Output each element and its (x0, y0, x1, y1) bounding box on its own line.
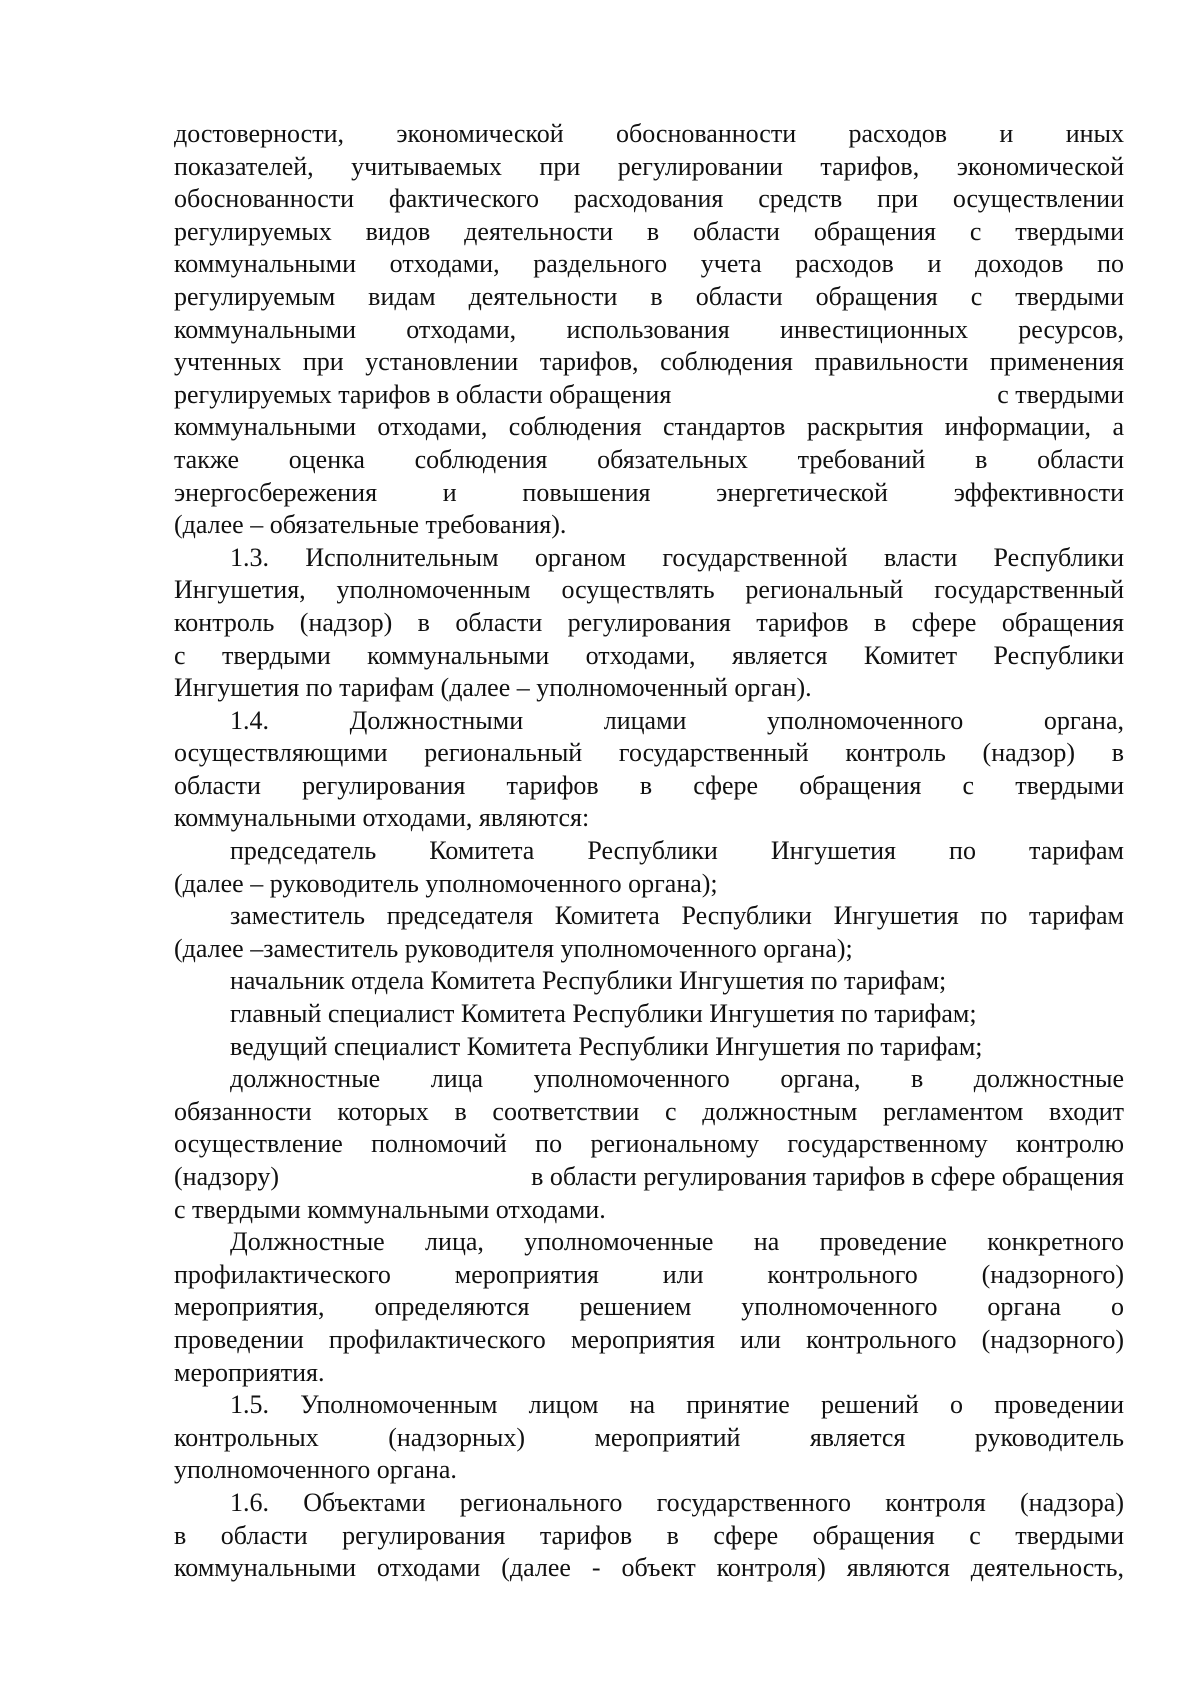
text-line-split (174, 1161, 1124, 1194)
text-line: (далее – руководитель уполномоченного органа); (174, 868, 718, 898)
paragraph-line: Должностные лица, уполномоченные на проведение конкретного (230, 1227, 1124, 1257)
text-line-split (174, 379, 1124, 412)
list-item-line: ведущий специалист Комитета Республики Ингушетия по тарифам; (230, 1031, 983, 1061)
text-line: в области регулирования тарифов в сфере обращения с твердыми (174, 1520, 1124, 1550)
text-line: достоверности, экономической обоснованности расходов и иных (174, 119, 1124, 148)
text-line: регулируемых видов деятельности в области обращения с твердыми (174, 216, 1124, 246)
text-line: коммунальными отходами (далее - объект контроля) являются деятельность, (174, 1553, 1124, 1583)
text-line: мероприятия, определяются решением уполномоченного органа о (174, 1292, 1124, 1322)
list-item-line: должностные лица уполномоченного органа, в должностные (230, 1064, 1124, 1094)
text-line: обоснованности фактического расходования средств при осуществлении (174, 184, 1124, 214)
text-line: контроль (надзор) в области регулирования тарифов в сфере обращения (174, 607, 1124, 637)
text-line: уполномоченного органа. (174, 1455, 457, 1485)
text-line: с твердыми коммунальными отходами, является Комитет Республики (174, 640, 1124, 670)
text-fragment: в области регулирования тарифов в сфере обращения (531, 1162, 1124, 1191)
text-line: осуществление полномочий по региональному государственному контролю (174, 1129, 1124, 1159)
text-line: контрольных (надзорных) мероприятий является руководитель (174, 1422, 1124, 1452)
text-line: учтенных при установлении тарифов, соблюдения правильности применения (174, 347, 1124, 377)
list-item-line: председатель Комитета Республики Ингушетия по тарифам (230, 836, 1124, 866)
text-line: осуществляющими региональный государственный контроль (надзор) в (174, 738, 1124, 768)
text-line: коммунальными отходами, использования инвестиционных ресурсов, (174, 314, 1124, 344)
paragraph-1-5-line: 1.5. Уполномоченным лицом на принятие решений о проведении (230, 1390, 1124, 1420)
paragraph-1-6-line: 1.6. Объектами регионального государственного контроля (надзора) (230, 1487, 1124, 1517)
text-line: показателей, учитываемых при регулировании тарифов, экономической (174, 151, 1124, 181)
text-line: области регулирования тарифов в сфере обращения с твердыми (174, 770, 1124, 800)
list-item-line: заместитель председателя Комитета Республики Ингушетия по тарифам (230, 901, 1124, 931)
document-body-text (174, 118, 1124, 1585)
text-line: (далее – обязательные требования). (174, 510, 567, 540)
text-fragment: (надзору) (174, 1162, 280, 1191)
text-line: профилактического мероприятия или контрольного (надзорного) (174, 1259, 1124, 1289)
text-line: (далее –заместитель руководителя уполномоченного органа); (174, 933, 853, 963)
text-line: также оценка соблюдения обязательных требований в области (174, 444, 1124, 474)
text-line: коммунальными отходами, раздельного учета расходов и доходов по (174, 249, 1124, 279)
text-line: энергосбережения и повышения энергетической эффективности (174, 477, 1124, 507)
text-line: обязанности которых в соответствии с должностным регламентом входит (174, 1096, 1124, 1126)
list-item-line: главный специалист Комитета Республики Ингушетия по тарифам; (230, 999, 977, 1029)
text-line: регулируемым видам деятельности в области обращения с твердыми (174, 281, 1124, 311)
text-fragment: регулируемых тарифов в области обращения (174, 379, 672, 409)
text-line: коммунальными отходами, являются: (174, 803, 590, 833)
text-line: проведении профилактического мероприятия или контрольного (надзорного) (174, 1324, 1124, 1354)
text-line: коммунальными отходами, соблюдения стандартов раскрытия информации, а (174, 412, 1124, 442)
text-line: мероприятия. (174, 1357, 325, 1387)
text-line: с твердыми коммунальными отходами. (174, 1194, 606, 1224)
text-line: Ингушетия по тарифам (далее – уполномоченный орган). (174, 673, 812, 703)
list-item-line: начальник отдела Комитета Республики Ингушетия по тарифам; (230, 966, 947, 996)
text-fragment: с твердыми (997, 379, 1124, 409)
text-line: Ингушетия, уполномоченным осуществлять региональный государственный (174, 575, 1124, 605)
paragraph-1-4-line: 1.4. Должностными лицами уполномоченного органа, (230, 705, 1124, 735)
paragraph-1-3-line: 1.3. Исполнительным органом государственной власти Республики (230, 542, 1124, 572)
